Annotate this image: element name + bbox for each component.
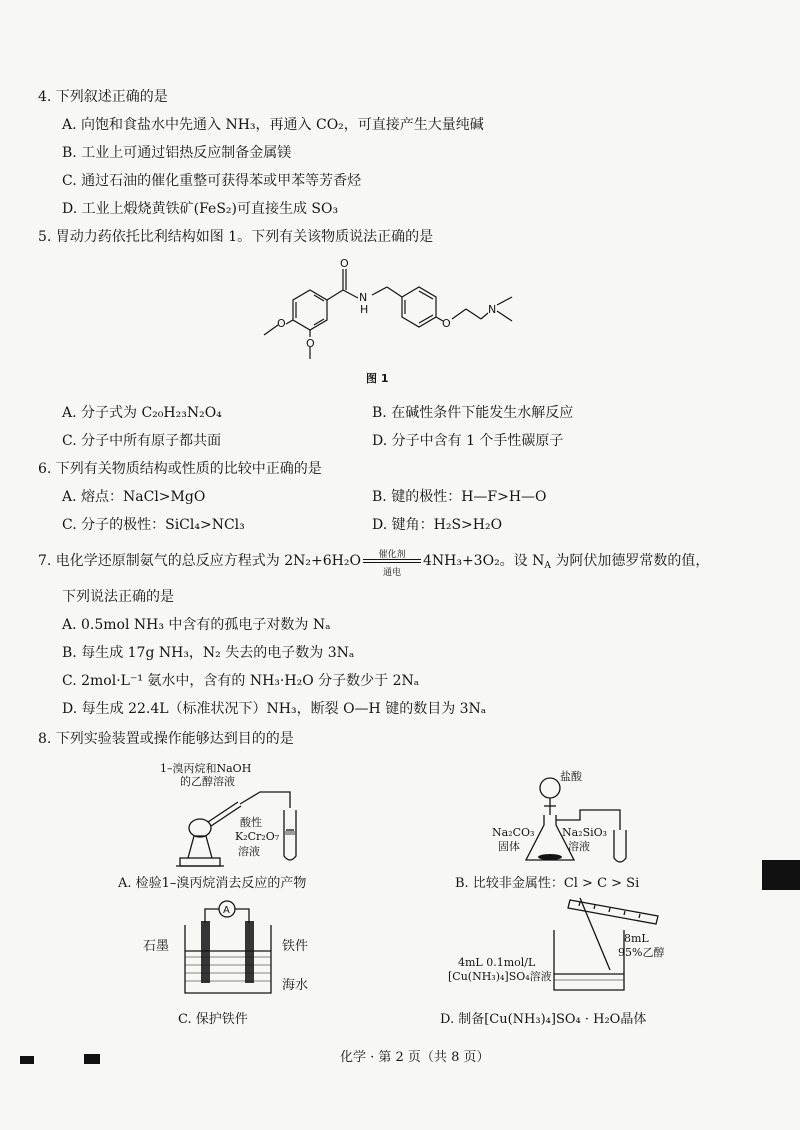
a-acid-label-1: 酸性 (240, 816, 262, 829)
atom-n-amine: N (488, 303, 497, 316)
q4-option-b: B. 工业上可通过铝热反应制备金属镁 (62, 145, 292, 161)
q6-option-d: D. 键角：H₂S>H₂O (372, 517, 503, 533)
arrow-bottom-label: 通电 (382, 568, 401, 578)
page-footer: 化学 · 第 2 页（共 8 页） (340, 1050, 490, 1065)
apparatus-a-caption: A. 检验1–溴丙烷消去反应的产物 (118, 876, 307, 891)
b-acid-label: 盐酸 (560, 770, 582, 783)
a-acid-label-3: 溶液 (238, 845, 260, 858)
q4-option-a: A. 向饱和食盐水中先通入 NH₃，再通入 CO₂，可直接产生大量纯碱 (62, 117, 484, 133)
q7-stem2: 下列说法正确的是 (62, 589, 174, 605)
q7-option-a: A. 0.5mol NH₃ 中含有的孤电子对数为 Nₐ (62, 617, 331, 633)
q4-option-c: C. 通过石油的催化重整可获得苯或甲苯等芳香烃 (62, 173, 362, 189)
ammeter-symbol: A (223, 905, 230, 916)
atom-o-ether: O (442, 317, 451, 330)
q4-option-d: D. 工业上煅烧黄铁矿(FeS₂)可直接生成 SO₃ (62, 201, 339, 217)
apparatus-b (510, 770, 650, 870)
apparatus-d (540, 890, 680, 1000)
d-ethanol-label-2: 95%乙醇 (618, 946, 665, 959)
c-graphite-label: 石墨 (143, 939, 170, 954)
molecule-structure-figure (250, 255, 540, 365)
q6-option-a: A. 熔点：NaCl>MgO (62, 489, 206, 505)
apparatus-b-caption: B. 比较非金属性：Cl > C > Si (455, 876, 640, 891)
scan-mark-bottom-2 (84, 1054, 100, 1064)
q7-stem-post: 4NH₃+3O₂。设 N (422, 553, 545, 569)
q5-option-a: A. 分子式为 C₂₀H₂₃N₂O₄ (62, 405, 222, 421)
atom-o-carbonyl: O (340, 257, 349, 270)
apparatus-c-caption: C. 保护铁件 (178, 1012, 248, 1027)
q5-option-c: C. 分子中所有原子都共面 (62, 433, 222, 449)
q5-option-d: D. 分子中含有 1 个手性碳原子 (372, 433, 564, 449)
q7-option-b: B. 每生成 17g NH₃，N₂ 失去的电子数为 3Nₐ (62, 645, 355, 661)
reaction-arrow (363, 550, 421, 578)
q7-stem-tail: 为阿伏加德罗常数的值， (550, 553, 710, 569)
q5-stem: 5. 胃动力药依托比利结构如图 1。下列有关该物质说法正确的是 (38, 229, 434, 245)
a-reagent-label-2: 的乙醇溶液 (180, 775, 235, 788)
d-sol-label-2: [Cu(NH₃)₄]SO₄溶液 (448, 970, 552, 983)
arrow-top-label: 催化剂 (378, 550, 406, 560)
q8-stem: 8. 下列实验装置或操作能够达到目的的是 (38, 731, 294, 747)
q6-option-c: C. 分子的极性：SiCl₄>NCl₃ (62, 517, 245, 533)
b-sol-label-2: 溶液 (568, 840, 590, 853)
scan-mark-right (762, 860, 800, 890)
a-acid-label-2: K₂Cr₂O₇ (235, 830, 280, 843)
apparatus-c (175, 895, 285, 1000)
b-solid-label-2: 固体 (498, 840, 520, 853)
figure-1-caption: 图 1 (366, 372, 389, 385)
c-iron-label: 铁件 (282, 939, 309, 954)
q7-stem (38, 550, 710, 578)
q7-option-c: C. 2mol·L⁻¹ 氨水中，含有的 NH₃·H₂O 分子数少于 2Nₐ (62, 673, 420, 689)
atom-o-methoxy1: O (277, 317, 286, 330)
a-reagent-label-1: 1–溴丙烷和NaOH (160, 762, 252, 775)
q7-option-d: D. 每生成 22.4L（标准状况下）NH₃，断裂 O—H 键的数目为 3Nₐ (62, 701, 487, 717)
atom-o-methoxy2: O (306, 337, 315, 350)
scan-mark-bottom-1 (20, 1056, 34, 1064)
q6-option-b: B. 键的极性：H—F>H—O (372, 489, 547, 505)
b-solid-label-1: Na₂CO₃ (492, 826, 535, 839)
q7-stem-sub: A (544, 561, 551, 571)
c-seawater-label: 海水 (282, 978, 309, 993)
d-ethanol-label-1: 8mL (624, 932, 649, 945)
atom-h: H (360, 303, 369, 316)
apparatus-d-caption: D. 制备[Cu(NH₃)₄]SO₄ · H₂O晶体 (440, 1012, 647, 1027)
atom-n: N (359, 291, 368, 304)
q7-stem-pre: 7. 电化学还原制氨气的总反应方程式为 2N₂+6H₂O (38, 553, 361, 569)
d-sol-label-1: 4mL 0.1mol/L (458, 956, 536, 969)
b-sol-label-1: Na₂SiO₃ (562, 826, 608, 839)
q6-stem: 6. 下列有关物质结构或性质的比较中正确的是 (38, 461, 322, 477)
q5-option-b: B. 在碱性条件下能发生水解反应 (372, 405, 574, 421)
q4-stem: 4. 下列叙述正确的是 (38, 89, 168, 105)
